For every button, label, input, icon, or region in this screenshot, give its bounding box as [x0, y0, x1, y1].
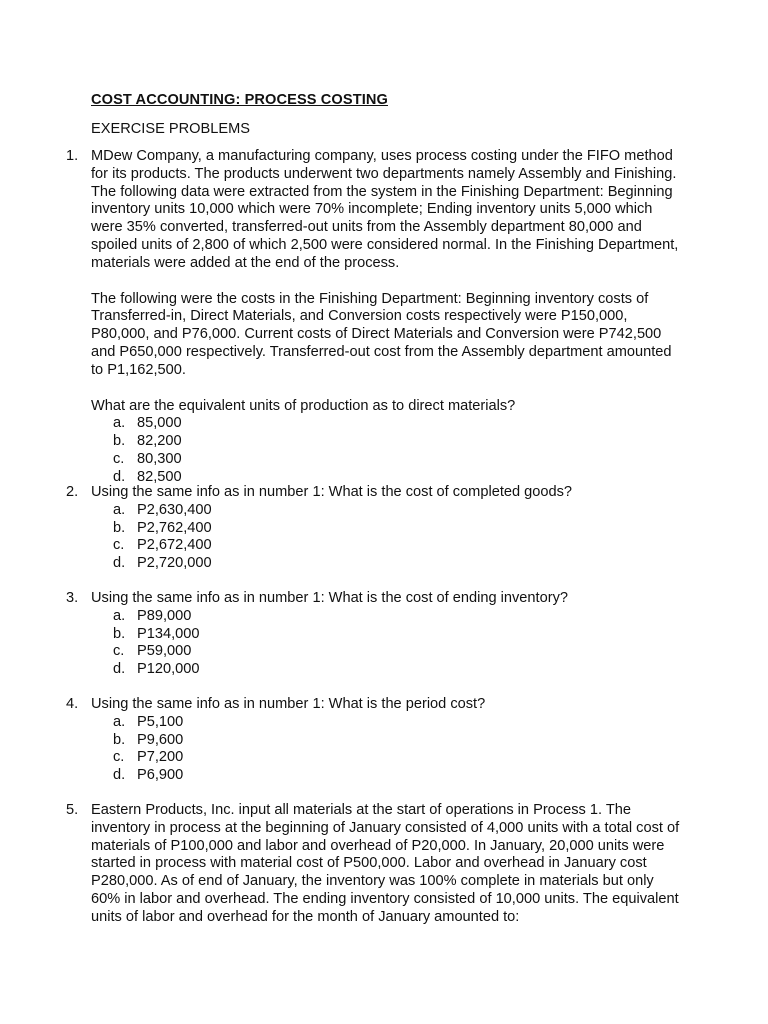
choice-text: P89,000 — [137, 607, 192, 624]
choice-letter: b. — [113, 433, 126, 450]
choice-d — [113, 661, 686, 679]
choice-c — [113, 749, 686, 767]
question-1-paragraph-1: MDew Company, a manufacturing company, uses process costing under the FIFO method for its products. The products underwent two departments namely Assembly and Finishing. The following data were extracted from the system in the Finishing Department: Beginning inventory units 10,000 which were 70% incomplete; Ending inventory units 5,000 which were 35% converted, transferred-out units from the Assembly department 80,000 and spoiled units of 2,800 of which 2,500 were considered normal. In the Finishing Department, materials were added at the end of the process. — [91, 148, 679, 271]
document-subtitle: EXERCISE PROBLEMS — [91, 121, 250, 137]
choice-letter: d. — [113, 555, 126, 572]
choice-text: P2,762,400 — [137, 519, 212, 536]
choice-letter: c. — [113, 749, 125, 766]
choice-letter: b. — [113, 519, 126, 536]
question-number: 4. — [66, 696, 79, 712]
answer-choices — [91, 502, 686, 573]
choice-c — [113, 643, 686, 661]
choice-text: 85,000 — [137, 415, 182, 432]
choice-text: P134,000 — [137, 625, 200, 642]
choice-letter: c. — [113, 537, 125, 554]
question-4-prompt: Using the same info as in number 1: What is the period cost? — [91, 696, 486, 712]
question-3 — [66, 590, 686, 679]
choice-a — [113, 608, 686, 626]
choice-a — [113, 415, 686, 433]
choice-letter: c. — [113, 643, 125, 660]
choice-a — [113, 502, 686, 520]
choice-text: P2,672,400 — [137, 537, 212, 554]
question-2-prompt: Using the same info as in number 1: What is the cost of completed goods? — [91, 484, 573, 500]
choice-text: P120,000 — [137, 661, 200, 678]
question-1-prompt: What are the equivalent units of production as to direct materials? — [91, 397, 516, 414]
choice-letter: b. — [113, 625, 126, 642]
choice-text: 82,500 — [137, 468, 182, 485]
choice-letter: d. — [113, 767, 126, 784]
answer-choices — [91, 608, 686, 679]
choice-b — [113, 520, 686, 538]
choice-text: 82,200 — [137, 433, 182, 450]
choice-b — [113, 626, 686, 644]
choice-letter: a. — [113, 415, 126, 432]
choice-a — [113, 714, 686, 732]
choice-letter: a. — [113, 607, 126, 624]
choice-text: P6,900 — [137, 767, 184, 784]
answer-choices — [91, 714, 686, 785]
question-5 — [66, 802, 686, 927]
question-number: 3. — [66, 590, 79, 606]
choice-text: P2,720,000 — [137, 555, 212, 572]
question-number: 1. — [66, 148, 79, 164]
question-5-paragraph-1: Eastern Products, Inc. input all materials at the start of operations in Process 1. The inventory in process at the beginning of January consisted of 4,000 units with a total cost of materials of P100,000 and labor and overhead of P20,000. In January, 20,000 units were started in process with material cost of P500,000. Labor and overhead in January cost P280,000. As of end of January, the inventory was 100% complete in materials but only 60% in labor and overhead. The ending inventory consisted of 10,000 units. The equivalent units of labor and overhead for the month of January amounted to: — [91, 802, 680, 925]
choice-letter: a. — [113, 713, 126, 730]
choice-text: P59,000 — [137, 643, 192, 660]
choice-c — [113, 451, 686, 469]
choice-letter: c. — [113, 450, 125, 467]
question-number: 5. — [66, 802, 79, 818]
choice-d — [113, 555, 686, 573]
question-number: 2. — [66, 484, 79, 500]
choice-b — [113, 433, 686, 451]
choice-text: P2,630,400 — [137, 501, 212, 518]
choice-text: P7,200 — [137, 749, 184, 766]
choice-c — [113, 537, 686, 555]
choice-letter: b. — [113, 731, 126, 748]
choice-text: P5,100 — [137, 713, 184, 730]
choice-letter: d. — [113, 468, 126, 485]
choice-text: 80,300 — [137, 450, 182, 467]
choice-letter: d. — [113, 661, 126, 678]
choice-text: P9,600 — [137, 731, 184, 748]
question-2 — [66, 484, 686, 573]
question-1-paragraph-2: The following were the costs in the Finishing Department: Beginning inventory costs of Transferred-in, Direct Materials, and Conversion costs respectively were P150,000, P80,000, and P76,000. Current costs of Direct Materials and Conversion were P742,500 and P650,000 respectively. Transferred-out cost from the Assembly department amounted to P1,162,500. — [91, 290, 672, 378]
answer-choices — [91, 415, 686, 486]
choice-letter: a. — [113, 501, 126, 518]
question-3-prompt: Using the same info as in number 1: What is the cost of ending inventory? — [91, 590, 568, 606]
choice-d — [113, 767, 686, 785]
document-title: COST ACCOUNTING: PROCESS COSTING — [91, 92, 388, 108]
choice-b — [113, 732, 686, 750]
question-1 — [66, 148, 686, 487]
question-4 — [66, 696, 686, 785]
